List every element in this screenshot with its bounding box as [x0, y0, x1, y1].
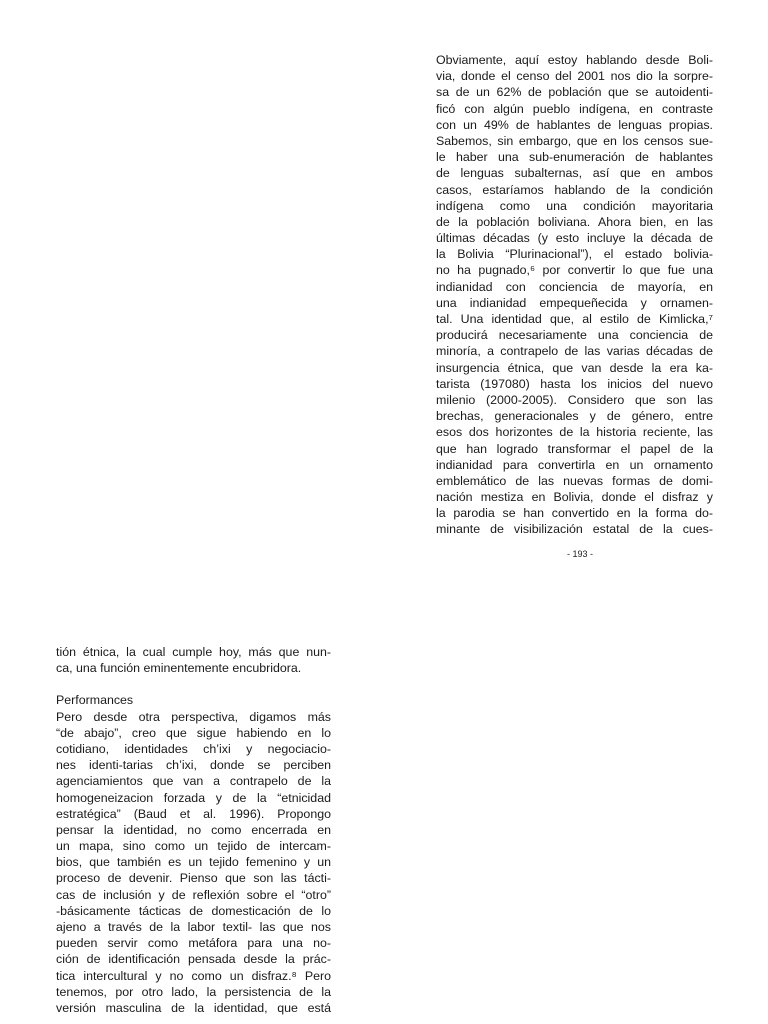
text-line: un mapa, sino como un tejido de intercam- — [56, 839, 331, 854]
text-line: cotidiano, identidades ch’ixi y negociacio- — [56, 741, 331, 756]
text-line: proceso de devenir. Pienso que son las tácti- — [56, 871, 331, 886]
text-line: bios, que también es un tejido femenino y un — [56, 855, 331, 870]
section-heading: Performances — [56, 693, 134, 708]
text-line: versión masculina de la identidad, que está — [56, 1000, 331, 1015]
text-line: casos, estaríamos hablando de la condición — [436, 182, 713, 197]
text-line: nación mestiza en Bolivia, donde el disfraz y — [436, 490, 713, 505]
text-line: Sabemos, sin embargo, que en los censos sue- — [436, 133, 713, 148]
text-line: de lenguas subalternas, así que en ambos — [436, 166, 713, 181]
text-line: indianidad para convertirla en un ornamento — [436, 457, 713, 472]
text-line: producirá necesariamente una conciencia de — [436, 328, 713, 343]
text-line: ficó con algún pueblo indígena, en contraste — [436, 101, 713, 116]
text-line: cas de inclusión y de reflexión sobre el “otro” — [56, 887, 331, 902]
text-line: no ha pugnado,⁶ por convertir lo que fue una — [436, 263, 713, 278]
text-line: últimas décadas (y esto incluye la década de — [436, 231, 713, 246]
text-line: que han logrado transformar el papel de la — [436, 441, 713, 456]
text-line: la Bolivia “Plurinacional”), el estado bolivia- — [436, 247, 713, 262]
text-line: ca, una función eminentemente encubridora. — [56, 661, 302, 676]
text-line: via, donde el censo del 2001 nos dio la sorpre- — [436, 69, 713, 84]
right-text-column — [436, 52, 713, 538]
text-line: homogeneizacion forzada y de la “etnicidad — [56, 790, 331, 805]
text-line: emblemático de las nuevas formas de domi- — [436, 473, 713, 488]
text-line: una indianidad empequeñecida y ornamen- — [436, 295, 713, 310]
text-line: ción de identificación pensada desde la prác- — [56, 952, 331, 967]
text-line: tenemos, por otro lado, la persistencia de la — [56, 984, 331, 999]
text-line: Pero desde otra perspectiva, digamos más — [56, 709, 331, 724]
text-line: minante de visibilización estatal de la cues- — [436, 522, 713, 537]
text-line: tica intercultural y no como un disfraz.⁸ Pero — [56, 968, 331, 983]
text-line: pensar la identidad, no como encerrada en — [56, 822, 331, 837]
text-line: le haber una sub-enumeración de hablantes — [436, 150, 713, 165]
text-line: ajeno a través de la labor textil- las que nos — [56, 920, 331, 934]
text-line: tarista (197080) hasta los inicios del nuevo — [436, 376, 713, 391]
text-line: insurgencia étnica, que van desde la era ka- — [436, 360, 713, 375]
text-line: agenciamientos que van a contrapelo de la — [56, 774, 331, 789]
text-line: con un 49% de hablantes de lenguas propias. — [436, 117, 713, 132]
text-line: Obviamente, aquí estoy hablando desde Boli- — [436, 53, 713, 67]
text-line: de la población boliviana. Ahora bien, en las — [436, 214, 713, 229]
text-line: indianidad con conciencia de mayoría, en — [436, 279, 713, 294]
left-text-column — [56, 644, 331, 1016]
page-number: - 193 - — [566, 549, 593, 559]
text-line: pueden servir como metáfora para una no- — [56, 936, 331, 951]
text-line: esos dos horizontes de la historia reciente, las — [436, 425, 713, 440]
paragraph-gap — [56, 676, 331, 692]
text-line: estratégica” (Baud et al. 1996). Propongo — [56, 806, 331, 821]
text-line: “de abajo”, creo que sigue habiendo en lo — [56, 725, 331, 740]
text-line: tión étnica, la cual cumple hoy, más que nun- — [56, 645, 331, 659]
text-line: brechas, generacionales y de género, entre — [436, 409, 713, 424]
text-line: -básicamente tácticas de domesticación de lo — [56, 903, 331, 918]
text-line: minoría, a contrapelo de las varias décadas de — [436, 344, 713, 359]
text-line: indígena como una condición mayoritaria — [436, 198, 713, 213]
text-line: nes identi-tarias ch’ixi, donde se perciben — [56, 758, 331, 773]
text-line: tal. Una identidad que, al estilo de Kimlicka,⁷ — [436, 312, 713, 326]
text-line: sa de un 62% de población que se autoidenti- — [436, 85, 713, 100]
text-line: la parodia se han convertido en la forma do- — [436, 506, 713, 521]
text-line: milenio (2000-2005). Considero que son las — [436, 392, 713, 407]
